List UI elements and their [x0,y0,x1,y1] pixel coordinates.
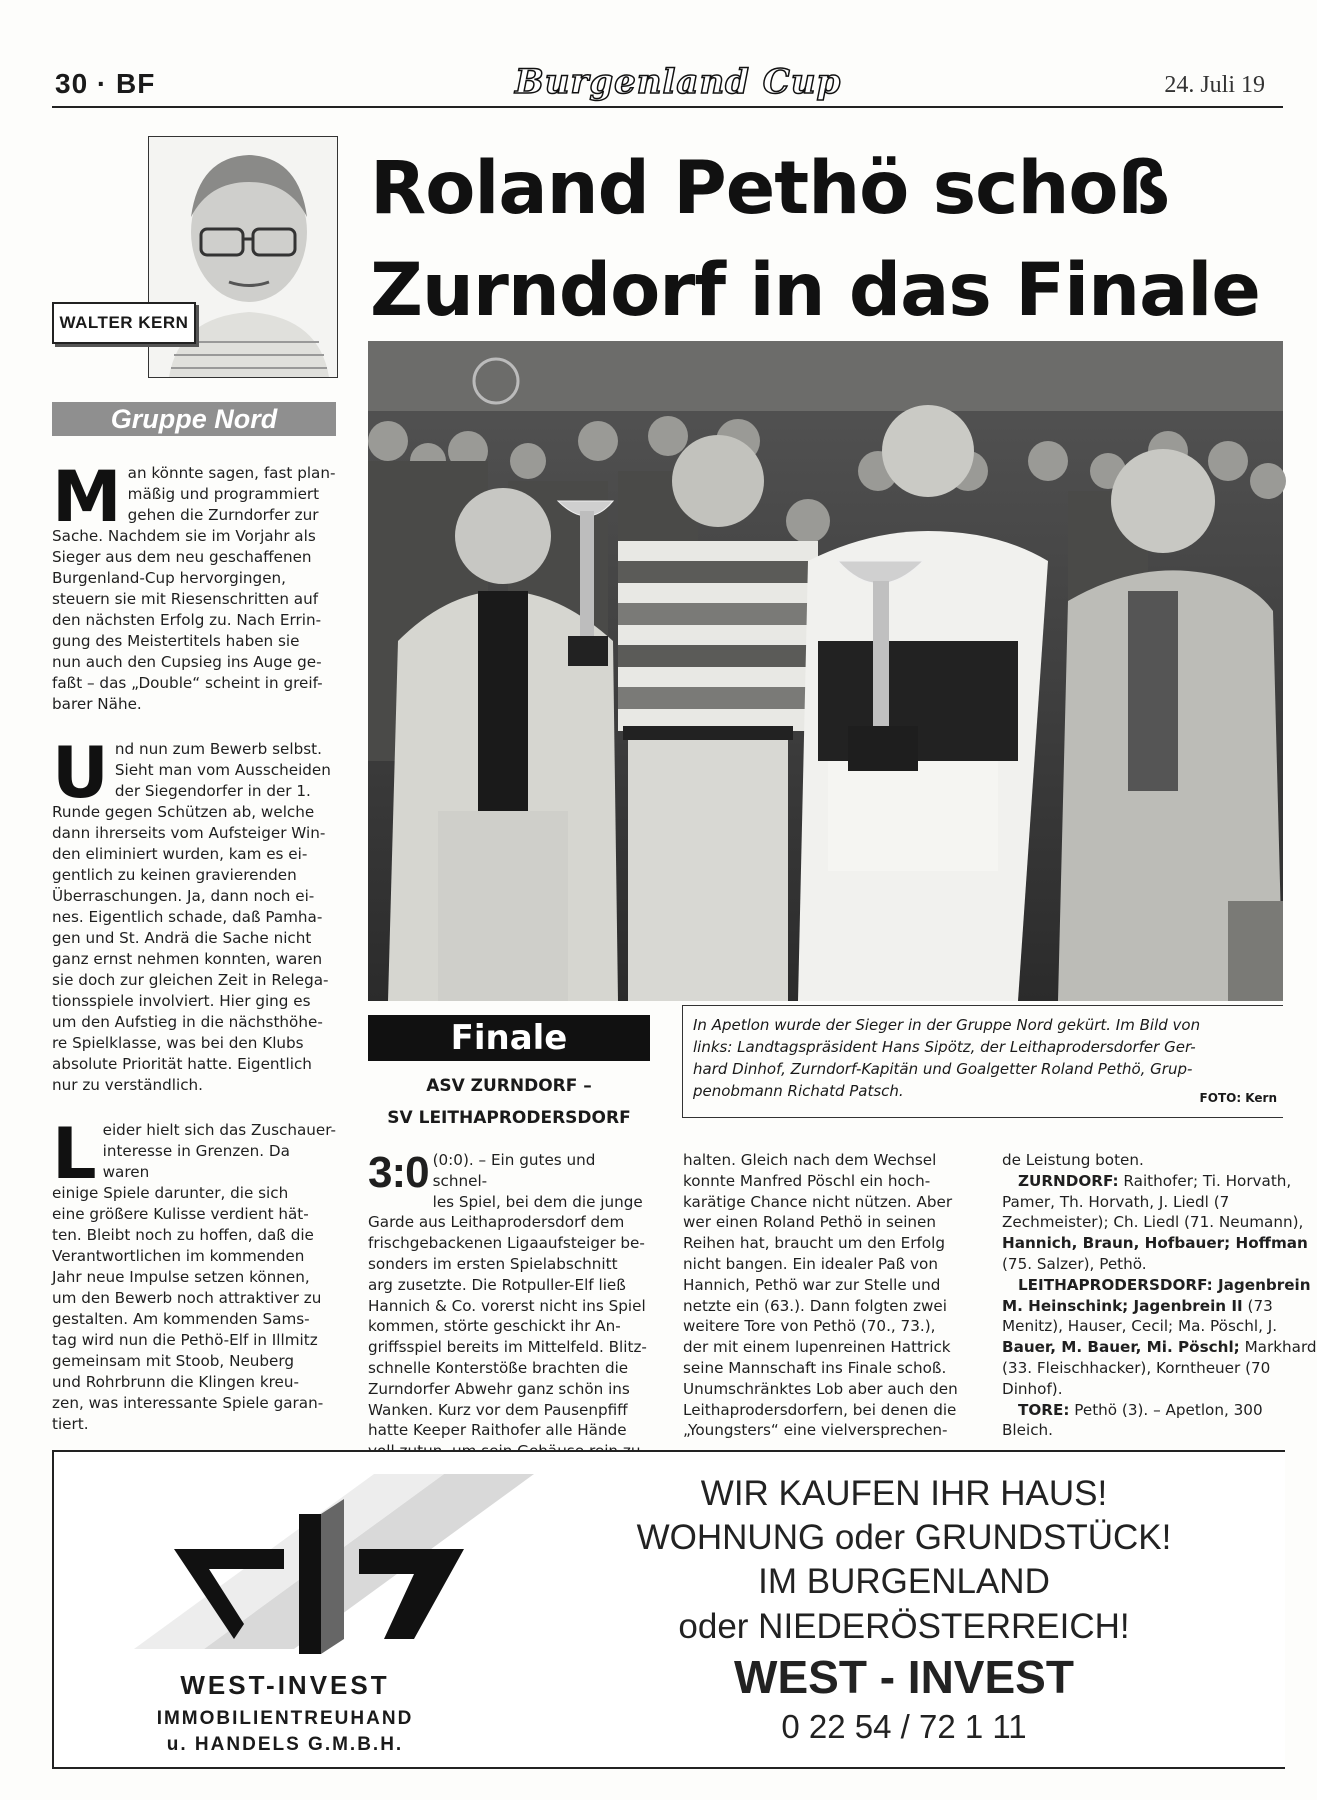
photo-credit: FOTO: Kern [1199,1091,1277,1105]
header-rule [52,106,1283,108]
lineup-line: LEITHAPRODERSDORF: Jagenbrein [1018,1275,1311,1294]
finale-title: Finale [368,1015,650,1061]
headline-line-1: Roland Pethö schoß [370,146,1170,231]
lineup-line: ZURNDORF: Raithofer; Ti. Horvath, [1018,1171,1292,1190]
page-number: 30 · BF [55,68,156,99]
ad-company-line-2: IMMOBILIENTREUHAND [156,1708,414,1729]
ad-line-1: WIR KAUFEN IHR HAUS! [700,1474,1108,1513]
ad-line-3: IM BURGENLAND [758,1562,1050,1601]
lineups-column [1002,1150,1317,1441]
lineup-line: (33. Fleischhacker), Korntheuer (70 [1002,1358,1271,1377]
ad-line-4: oder NIEDERÖSTERREICH! [678,1607,1130,1646]
drop-cap: M [52,456,122,538]
article-column [52,456,338,1459]
drop-cap: L [52,1113,97,1195]
lineup-line: Pamer, Th. Horvath, J. Liedl (7 [1002,1192,1230,1211]
article-paragraph-2: U nd nun zum Bewerb selbst. Sieht man vom Ausscheiden der Siegendorfer in der 1. Runde gegen Schützen ab, welche dann ihrerseits vom Aufsteiger Win- den eliminiert wurden, kam es ei- gentlich zu keinen gravierenden Überraschungen. Ja, dann noch ei- nes. Eigentlich schade, daß Pamha- gen und St. Andrä die Sache nicht ganz ernst nehmen konnten, waren sie doch zur gleichen Zeit in Relega- tionsspiele involviert. Hier ging es um den Aufstieg in die nächsthöhe- re Spielklasse, was bei den Klubs absolute Priorität hatte. Eigentlich nur zu verständlich. [52,732,331,1094]
lineup-line: Dinhof). [1002,1379,1063,1398]
news-photo [368,341,1283,1001]
photo-caption: In Apetlon wurde der Sieger in der Gruppe Nord gekürt. Im Bild von links: Landtagspräsident Hans Sipötz, der Leithaprodersdorfer Ger- hard Dinhof, Zurndorf-Kapitän und Goalgetter Roland Pethö, Grup- penobmann Richatd Patsch. FOTO: Kern [682,1005,1283,1118]
ad-line-2: WOHNUNG oder GRUNDSTÜCK! [636,1518,1172,1557]
issue-date: 24. Juli 19 [1164,72,1265,98]
article-paragraph-1: M an könnte sagen, fast plan- mäßig und programmiert gehen die Zurndorfer zur Sache. Nachdem sie im Vorjahr als Sieger aus dem neu geschaffenen Burgenland-Cup hervorgingen, steuern sie mit Riesenschritten auf den nächsten Erfolg zu. Nach Errin- gung des Meistertitels haben sie nun auch den Cupsieg ins Auge ge- faßt – das „Double“ scheint in greif- barer Nähe. [52,456,336,713]
ad-company-name: WEST-INVEST [180,1670,390,1700]
lineup-line: Menitz), Hauser, Cecil; Ma. Pöschl, J. [1002,1317,1278,1336]
article-paragraph-3: L eider hielt sich das Zuschauer- interesse in Grenzen. Da waren einige Spiele darunter, die sich eine größere Kulisse verdient hät- ten. Bleibt noch zu hoffen, daß die Verantwortlichen im kommenden Jahr neue Impulse setzen können, um den Bewerb noch attraktiver zu gestalten. Am kommenden Sams- tag wird nun die Pethö-Elf in Illmitz gemeinsam mit Stoob, Neuberg und Rohrbrunn die Klingen kreu- zen, was interessante Spiele garan- tiert. [52,1113,336,1433]
lineup-line: TORE: Pethö (3). – Apetlon, 300 [1018,1400,1263,1419]
drop-cap: U [52,732,109,814]
ad-brand: WEST - INVEST [734,1651,1074,1703]
finale-team-2: SV LEITHAPRODERSDORF [387,1108,631,1128]
section-title: Burgenland Cup [515,62,842,102]
lineup-line: Bleich. [1002,1421,1054,1440]
lineup-line: (75. Salzer), Pethö. [1002,1254,1147,1273]
section-label: Gruppe Nord [52,402,336,436]
ad-phone: 0 22 54 / 72 1 11 [781,1708,1027,1745]
lineup-line: Zechmeister); Ch. Liedl (71. Neumann), [1002,1213,1304,1232]
lineup-line: de Leistung boten. [1002,1151,1144,1169]
lineup-line: Hannich, Braun, Hofbauer; Hoffman [1002,1234,1308,1253]
report-column-2: halten. Gleich nach dem Wechsel konnte Manfred Pöschl ein hoch- karätige Chance nicht nützen. Aber wer einen Roland Pethö in seinen Reihen hat, braucht um den Erfolg nicht bangen. Ein idealer Paß von Hannich, Pethö war zur Stelle und netzte ein (63.). Dann folgten zwei weitere Tore von Pethö (70., 73.), der mit einem lupenreinen Hattrick seine Mannschaft ins Finale schoß. Unumschränktes Lob aber auch den Leithaprodersdorfern, bei denen die „Youngsters“ eine vielversprechen- [683,1151,958,1440]
headline [370,138,1283,342]
author-name: WALTER KERN [52,302,196,344]
advertisement [52,1450,1285,1769]
headline-line-2: Zurndorf in das Finale [370,248,1260,333]
finale-team-1: ASV ZURNDORF – [426,1076,592,1096]
lineup-line: Bauer, M. Bauer, Mi. Pöschl; Markhard [1002,1338,1317,1357]
ad-company-line-3: u. HANDELS G.M.B.H. [166,1734,404,1755]
west-invest-logo [114,1464,554,1664]
lineup-line: M. Heinschink; Jagenbrein II (73 [1002,1296,1273,1315]
report-column-1: 3:0 (0:0). – Ein gutes und schnel- les Spiel, bei dem die junge Garde aus Leithaprodersdorf dem frischgebackenen Ligaaufsteiger be- sonders im ersten Spielabschnitt arg zusetzte. Die Rotpuller-Elf ließ Hannich & Co. vorerst nicht ins Spiel kommen, störte geschickt ihr An- griffsspiel bereits im Mittelfeld. Blitz- schnelle Konterstöße brachten die Zurndorfer Abwehr ganz schön ins Wanken. Kurz vor dem Pausenpfiff hatte Keeper Raithofer alle Hände [368,1148,647,1440]
final-score: 3:0 [368,1148,429,1197]
